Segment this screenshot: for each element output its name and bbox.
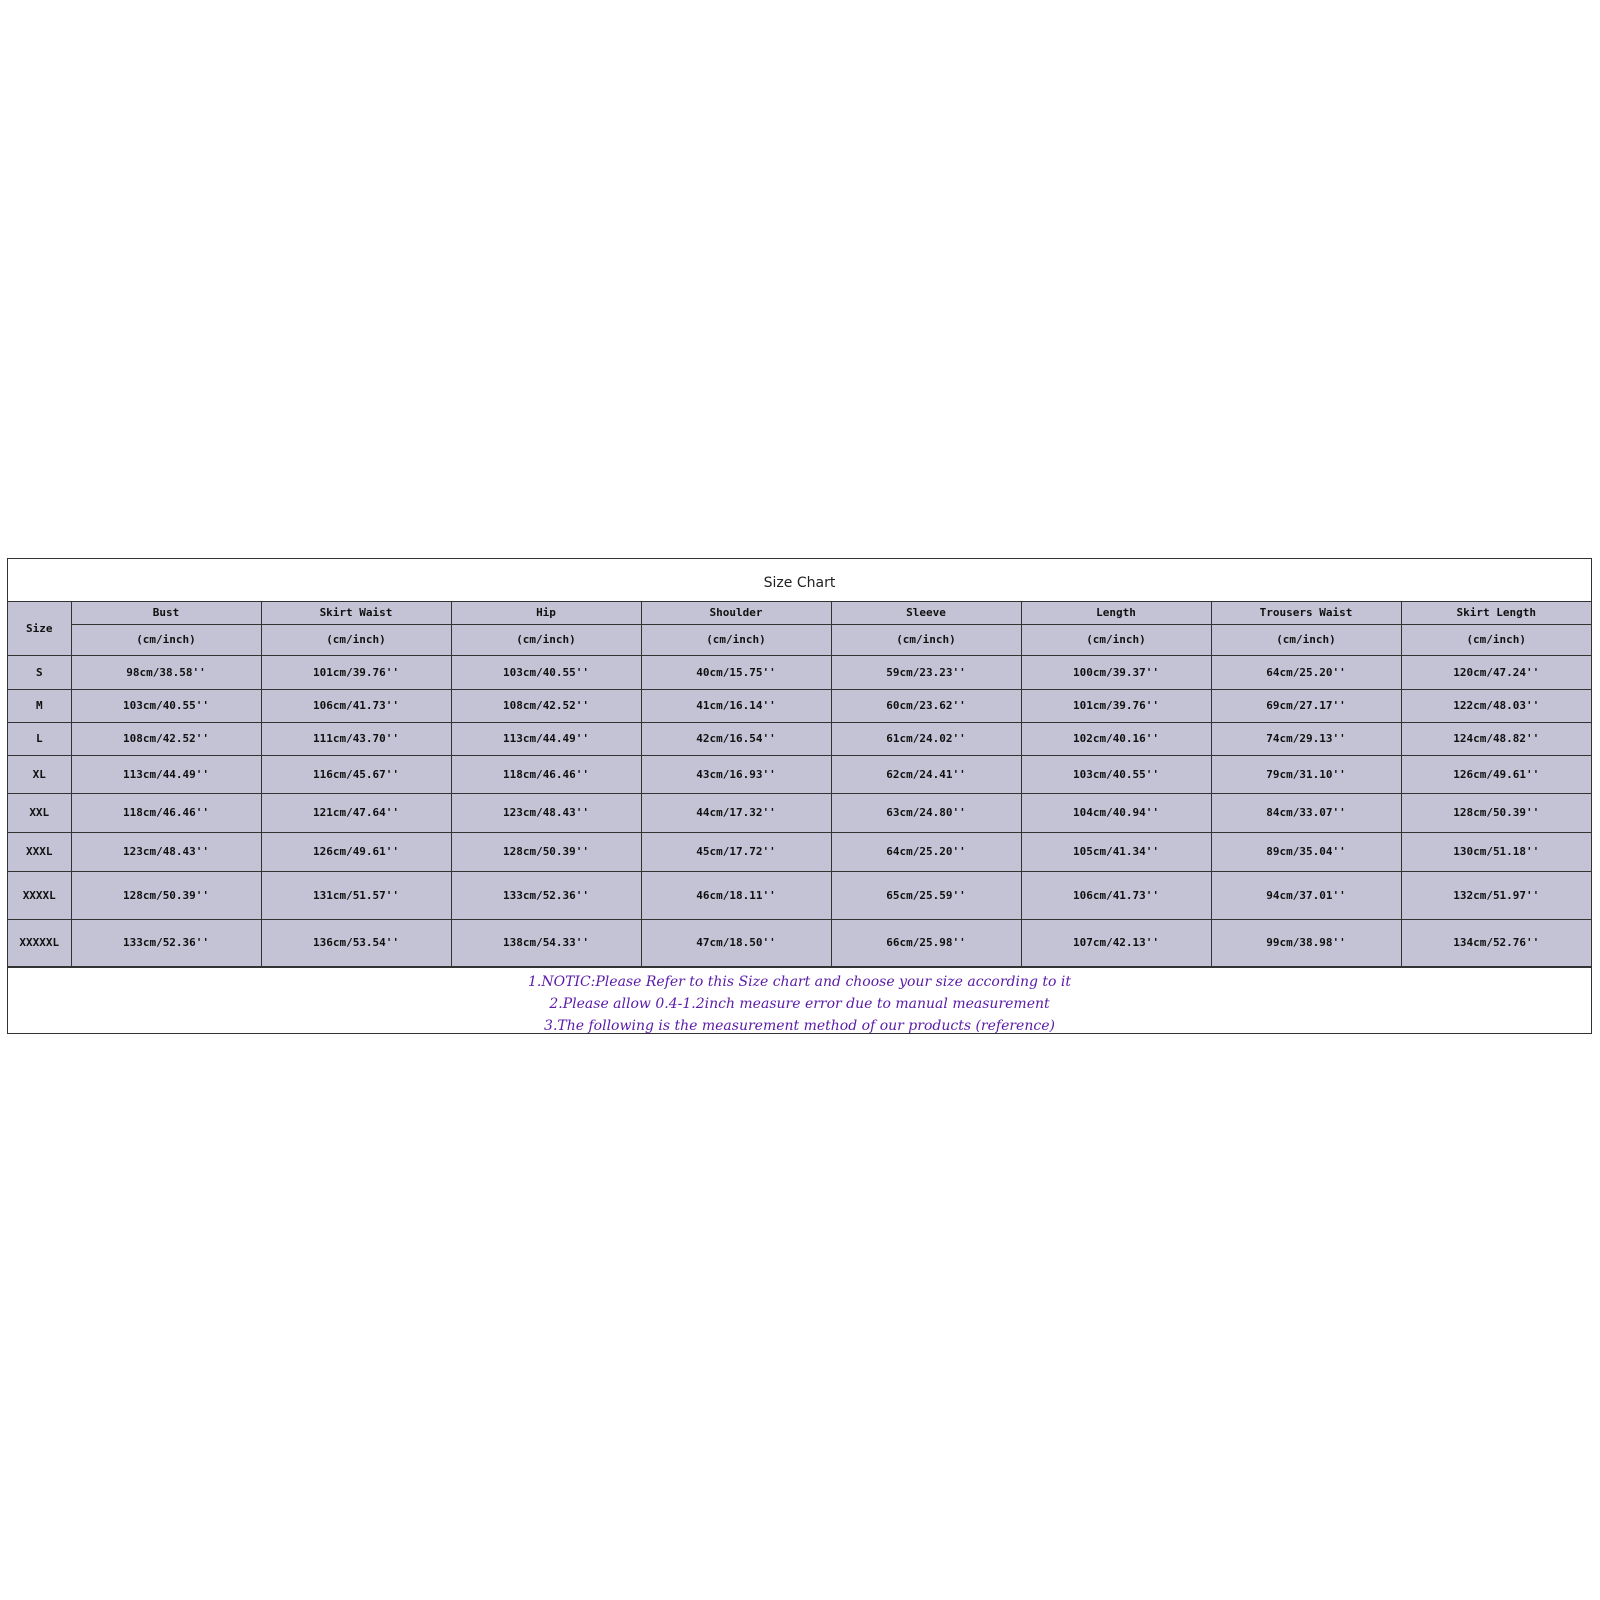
table-cell: 45cm/17.72'' — [641, 832, 831, 871]
table-cell: 120cm/47.24'' — [1401, 655, 1591, 689]
table-cell: 126cm/49.61'' — [261, 832, 451, 871]
size-chart — [7, 558, 1592, 1034]
table-cell: 105cm/41.34'' — [1021, 832, 1211, 871]
table-cell: 113cm/44.49'' — [71, 755, 261, 793]
table-cell: 46cm/18.11'' — [641, 871, 831, 919]
table-cell: 69cm/27.17'' — [1211, 689, 1401, 722]
table-cell: 121cm/47.64'' — [261, 793, 451, 832]
table-cell: 106cm/41.73'' — [1021, 871, 1211, 919]
table-cell: 65cm/25.59'' — [831, 871, 1021, 919]
table-cell: 124cm/48.82'' — [1401, 722, 1591, 755]
size-table — [8, 602, 1591, 967]
column-header: Skirt Waist — [261, 602, 451, 624]
table-cell: 122cm/48.03'' — [1401, 689, 1591, 722]
table-cell: 59cm/23.23'' — [831, 655, 1021, 689]
table-row — [8, 755, 1591, 793]
note-line: 2.Please allow 0.4-1.2inch measure error due to manual measurement — [549, 995, 1050, 1012]
column-unit: (cm/inch) — [641, 624, 831, 655]
table-cell: 107cm/42.13'' — [1021, 919, 1211, 966]
header-row-units — [8, 624, 1591, 655]
table-row — [8, 722, 1591, 755]
table-cell: 43cm/16.93'' — [641, 755, 831, 793]
table-cell: 74cm/29.13'' — [1211, 722, 1401, 755]
column-header: Sleeve — [831, 602, 1021, 624]
column-header: Trousers Waist — [1211, 602, 1401, 624]
table-cell: 99cm/38.98'' — [1211, 919, 1401, 966]
size-column-header: Size — [8, 602, 71, 655]
table-cell: 128cm/50.39'' — [1401, 793, 1591, 832]
table-cell: 41cm/16.14'' — [641, 689, 831, 722]
table-cell: 133cm/52.36'' — [71, 919, 261, 966]
table-cell: 101cm/39.76'' — [261, 655, 451, 689]
header-row-names — [8, 602, 1591, 624]
table-cell: 66cm/25.98'' — [831, 919, 1021, 966]
size-cell: XXXXXL — [8, 919, 71, 966]
table-cell: 102cm/40.16'' — [1021, 722, 1211, 755]
table-cell: 131cm/51.57'' — [261, 871, 451, 919]
table-cell: 98cm/38.58'' — [71, 655, 261, 689]
column-header: Length — [1021, 602, 1211, 624]
table-cell: 123cm/48.43'' — [71, 832, 261, 871]
note-line: 1.NOTIC:Please Refer to this Size chart and choose your size according to it — [528, 973, 1071, 990]
table-cell: 64cm/25.20'' — [1211, 655, 1401, 689]
table-cell: 128cm/50.39'' — [451, 832, 641, 871]
table-cell: 138cm/54.33'' — [451, 919, 641, 966]
table-cell: 118cm/46.46'' — [451, 755, 641, 793]
column-unit: (cm/inch) — [1401, 624, 1591, 655]
table-cell: 64cm/25.20'' — [831, 832, 1021, 871]
size-cell: S — [8, 655, 71, 689]
table-cell: 63cm/24.80'' — [831, 793, 1021, 832]
table-cell: 61cm/24.02'' — [831, 722, 1021, 755]
column-unit: (cm/inch) — [1211, 624, 1401, 655]
column-header: Shoulder — [641, 602, 831, 624]
column-header: Skirt Length — [1401, 602, 1591, 624]
table-cell: 60cm/23.62'' — [831, 689, 1021, 722]
size-cell: XL — [8, 755, 71, 793]
table-cell: 134cm/52.76'' — [1401, 919, 1591, 966]
table-cell: 108cm/42.52'' — [451, 689, 641, 722]
column-unit: (cm/inch) — [1021, 624, 1211, 655]
table-cell: 103cm/40.55'' — [451, 655, 641, 689]
table-cell: 118cm/46.46'' — [71, 793, 261, 832]
size-cell: XXL — [8, 793, 71, 832]
notes — [8, 967, 1591, 1037]
column-header: Hip — [451, 602, 641, 624]
size-cell: M — [8, 689, 71, 722]
table-cell: 111cm/43.70'' — [261, 722, 451, 755]
table-cell: 44cm/17.32'' — [641, 793, 831, 832]
size-cell: XXXXL — [8, 871, 71, 919]
table-cell: 42cm/16.54'' — [641, 722, 831, 755]
table-cell: 128cm/50.39'' — [71, 871, 261, 919]
table-cell: 104cm/40.94'' — [1021, 793, 1211, 832]
column-unit: (cm/inch) — [71, 624, 261, 655]
size-cell: XXXL — [8, 832, 71, 871]
table-row — [8, 871, 1591, 919]
table-row — [8, 655, 1591, 689]
table-cell: 62cm/24.41'' — [831, 755, 1021, 793]
table-cell: 106cm/41.73'' — [261, 689, 451, 722]
table-row — [8, 689, 1591, 722]
table-cell: 89cm/35.04'' — [1211, 832, 1401, 871]
table-row — [8, 832, 1591, 871]
table-cell: 132cm/51.97'' — [1401, 871, 1591, 919]
table-cell: 103cm/40.55'' — [1021, 755, 1211, 793]
table-cell: 113cm/44.49'' — [451, 722, 641, 755]
table-cell: 123cm/48.43'' — [451, 793, 641, 832]
column-unit: (cm/inch) — [831, 624, 1021, 655]
table-row — [8, 919, 1591, 966]
table-cell: 130cm/51.18'' — [1401, 832, 1591, 871]
table-cell: 103cm/40.55'' — [71, 689, 261, 722]
table-cell: 84cm/33.07'' — [1211, 793, 1401, 832]
table-cell: 94cm/37.01'' — [1211, 871, 1401, 919]
column-unit: (cm/inch) — [451, 624, 641, 655]
size-cell: L — [8, 722, 71, 755]
table-cell: 116cm/45.67'' — [261, 755, 451, 793]
table-cell: 126cm/49.61'' — [1401, 755, 1591, 793]
table-cell: 79cm/31.10'' — [1211, 755, 1401, 793]
table-cell: 136cm/53.54'' — [261, 919, 451, 966]
chart-title: Size Chart — [8, 559, 1591, 602]
column-unit: (cm/inch) — [261, 624, 451, 655]
column-header: Bust — [71, 602, 261, 624]
table-cell: 100cm/39.37'' — [1021, 655, 1211, 689]
table-cell: 108cm/42.52'' — [71, 722, 261, 755]
note-line: 3.The following is the measurement method of our products (reference) — [544, 1017, 1055, 1034]
table-cell: 47cm/18.50'' — [641, 919, 831, 966]
table-cell: 40cm/15.75'' — [641, 655, 831, 689]
table-row — [8, 793, 1591, 832]
table-cell: 101cm/39.76'' — [1021, 689, 1211, 722]
table-cell: 133cm/52.36'' — [451, 871, 641, 919]
